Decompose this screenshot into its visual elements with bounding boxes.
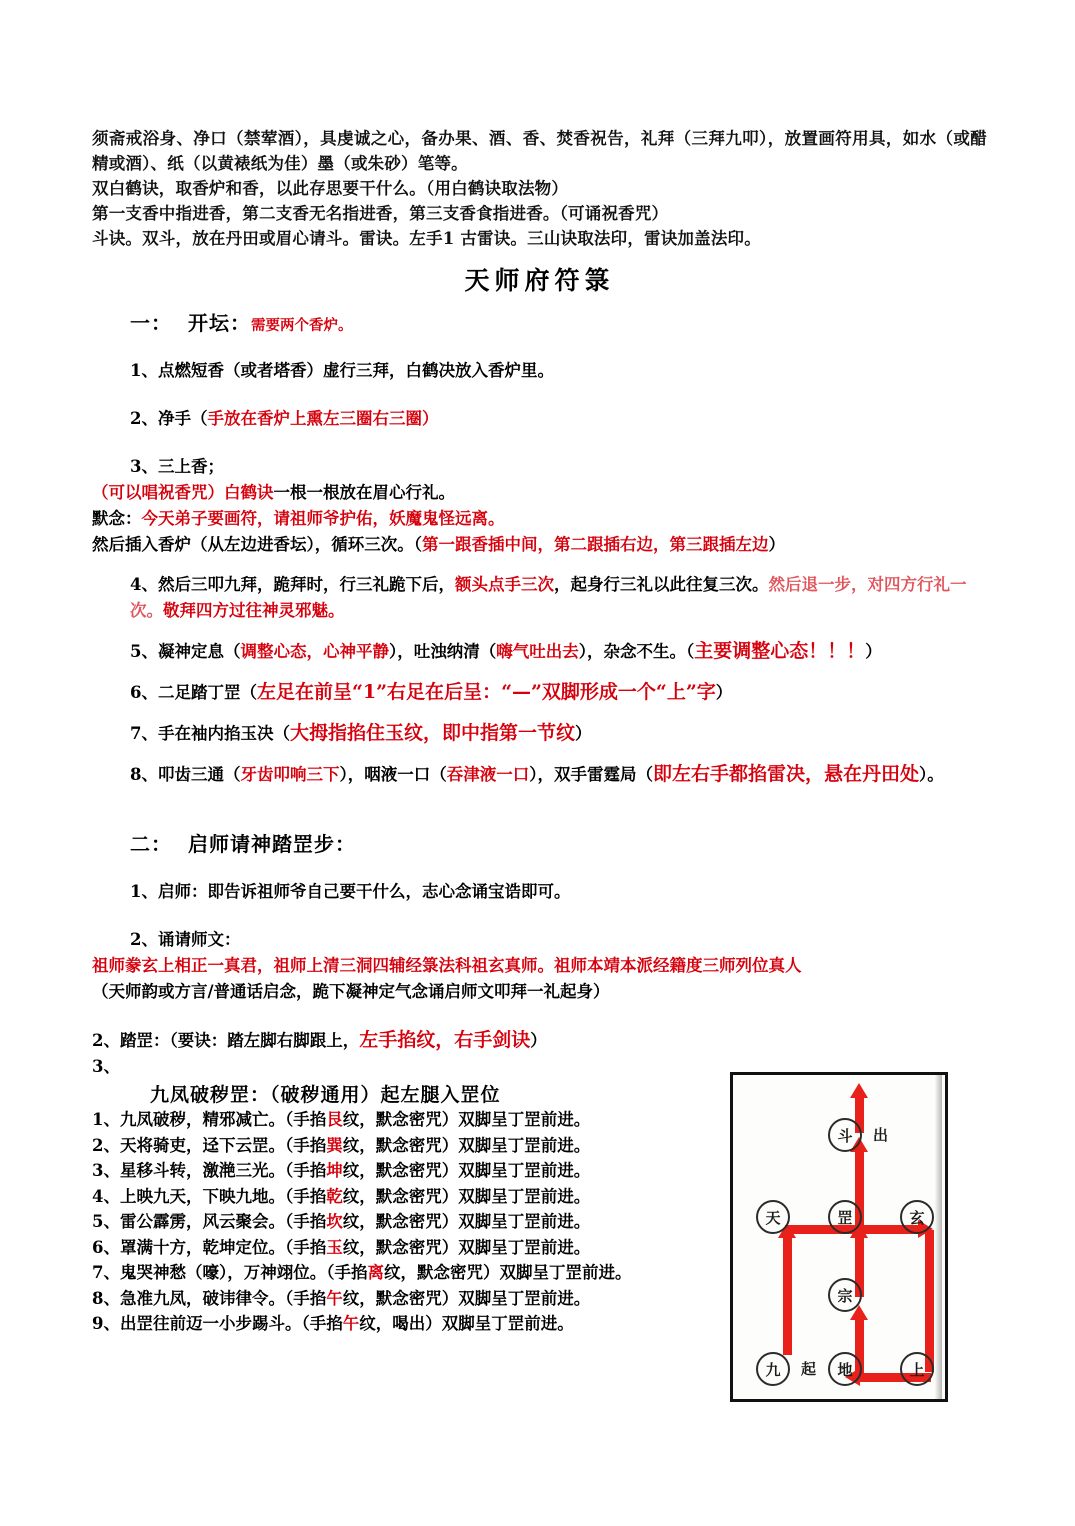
node-chu: 斗 [828,1118,862,1152]
step-glyph: 艮 [326,1110,343,1129]
text-run: ）。 [919,765,944,784]
label-chu: 出 [873,1126,889,1144]
text-run: （ [636,765,653,784]
preamble-line-3: 第一支香中指进香，第二支香无名指进香，第三支香食指进香。（可诵祝香咒） [92,204,669,223]
text-run: 然后退一步，对四方行礼一次。 [130,575,967,620]
text-run: 主要调整心态！！！ [694,640,866,662]
node-jiu: 九 [756,1352,790,1386]
text-run: ） [865,642,882,661]
text-run: 3、 [92,1057,120,1076]
section-two-heading [92,828,987,857]
step-tail: 纹，默念密咒）双脚呈丁罡前进。 [342,1110,591,1129]
step-glyph: 午 [326,1288,343,1308]
step-tail: 纹，默念密咒）双脚呈丁罡前进。 [383,1263,632,1282]
text-run: 启师 [157,882,191,901]
text-run: （ [273,724,290,743]
text-run: 牙齿叩响三下 [240,765,340,784]
text-run: ） [715,683,733,702]
section-one-heading [92,307,987,336]
arrow-chu-exit [850,1083,868,1098]
text-run: 2、净手（ [130,409,208,428]
section-one-item-3 [92,454,987,480]
text-run: 4、然后三叩九拜，跪拜时，行三礼跪下后， [130,575,455,594]
node-xuan: 玄 [900,1200,934,1234]
text-run: 敬拜四方过往神灵邪魅。 [163,601,345,620]
section-two-number: 二： [130,832,172,856]
text-run: ，起身行三礼以此往复三次。 [553,575,769,594]
step-glyph: 坎 [326,1212,343,1231]
text-run: 嗨气吐出去 [496,642,579,661]
step-number: 1、 [92,1110,120,1129]
step-phrase: 九凤破秽，精邪减亡。（手掐 [119,1110,327,1129]
step-tail: 纹，默念密咒）双脚呈丁罡前进。 [342,1237,591,1257]
step-phrase: 急准九凤，破讳律令。（手掐 [119,1288,327,1308]
text-run: 祖师豢玄上相正一真君，祖师上清三洞四辅经箓法科祖玄真师。祖师本靖本派经籍度三师列位真人 [92,956,802,975]
step-phrase: 上映九天，下映九地。（手掐 [119,1186,327,1206]
text-run: 吞津液一口 [446,765,530,784]
text-run: ），咽液一口（ [339,765,447,784]
text-run: 左手掐纹，右手剑诀 [359,1029,531,1051]
step-number: 5、 [92,1212,120,1231]
text-run: 白鹤诀 [224,483,274,502]
diagram-canvas [733,1075,945,1399]
text-run: ） [421,409,439,428]
step-number: 3、 [92,1161,120,1180]
text-run: 调整心态，心神平静 [240,642,389,661]
step-number: 4、 [92,1186,120,1206]
node-gang: 罡 [828,1200,862,1234]
text-run: ） [768,535,785,554]
step-tail: 纹，喝出）双脚呈丁罡前进。 [359,1314,574,1333]
text-run: ） [575,724,592,743]
step-phrase: 出罡往前迈一小步踢斗。（手掐 [119,1314,343,1333]
text-run: （天师韵或方言/普通话启念， [92,982,313,1001]
step-tail: 纹，默念密咒）双脚呈丁罡前进。 [342,1161,591,1180]
preamble-line-1: 须斋戒浴身、净口（禁荤酒），具虔诚之心，备办果、酒、香、焚香祝告，礼拜（三拜九叩），放置画符用具，如水（或醋精或酒）、纸（以黄裱纸为佳）墨（或朱砂）笔等。 [92,129,987,173]
text-run: 5、凝神定息（ [130,642,241,661]
text-run: 6、二足踏丁罡（ [130,683,257,702]
text-run: 第一跟香插中间，第二跟插右边，第三跟插左边 [422,535,769,554]
preamble-line-2: 双白鹤诀，取香炉和香，以此存思要干什么。（用白鹤诀取法物） [92,179,569,198]
node-di: 地 [828,1352,862,1386]
text-run: 雷霆局 [586,765,637,784]
step-number: 7、 [92,1263,120,1282]
step-glyph: 午 [342,1314,360,1333]
step-glyph: 离 [367,1263,384,1282]
text-run: 2、踏罡：（要诀：踏左脚右脚跟上， [92,1031,360,1050]
text-run: 8、叩齿三通（ [130,765,241,784]
text-run: 手放在香炉上熏左三圈右三圈 [207,409,422,428]
text-run: 玉决 [240,724,274,743]
node-shang: 上 [900,1352,934,1386]
section-one-item-5 [92,638,987,665]
text-run: （可以唱祝香咒） [92,483,224,502]
text-run: 3、三上香； [130,457,224,476]
text-run: 2、诵请师文： [130,930,241,949]
text-run: 一根一根放在眉心行礼。 [273,483,455,502]
step-glyph: 巽 [326,1135,343,1155]
text-run: 1、 [130,882,158,901]
section-one-item-3b [92,506,987,532]
text-run: ：即告诉祖师爷自己要干什么，志心念诵宝诰即可。 [190,882,571,901]
section-one-item-7 [92,720,987,747]
step-phrase: 罩满十方，乾坤定位。（手掐 [119,1237,327,1257]
preamble-line-4: 斗诀。双斗，放在丹田或眉心请斗。雷诀。左手1 古雷诀。三山诀取法印，雷诀加盖法印。 [92,229,761,248]
section-one-title: 开坛： [188,311,251,335]
step-tail: 纹，默念密咒）双脚呈丁罡前进。 [342,1288,591,1308]
text-run: ） [593,982,610,1001]
step-number: 9、 [92,1314,120,1333]
text-run: 额头点手三次 [454,575,554,594]
step-phrase: 雷公霹雳，风云聚会。（手掐 [119,1212,327,1231]
text-run: ） [530,1031,547,1050]
text-run: 大拇指掐住玉纹，即中指第一节纹 [289,722,575,744]
text-run: ），杂念不生。（ [578,642,695,661]
section-two-item-2b [92,979,987,1005]
section-one-note: 需要两个香炉。 [251,317,353,334]
text-run: ），吐浊纳清（ [388,642,497,661]
section-two-title: 启师请神踏罡步： [188,832,356,856]
line-xuan-to-shang [925,1230,934,1372]
text-run: 7、手在袖内掐 [130,724,241,743]
text-run: 1、点燃短香（或者塔香）虚行三拜，白鹤决放入香炉里。 [130,361,554,380]
step-tail: 纹，默念密咒）双脚呈丁罡前进。 [342,1135,591,1155]
label-qi: 起 [801,1360,817,1378]
node-zong: 宗 [828,1278,862,1312]
step-phrase: 星移斗转，激滟三光。（手掐 [119,1161,327,1180]
step-glyph: 玉 [326,1237,343,1257]
step-glyph: 坤 [326,1161,343,1180]
section-one-item-3c [92,532,987,558]
step-phrase: 鬼哭神愁（嚎），万神翊位。（手掐 [119,1263,368,1282]
text-run: 跪下凝神定气念诵启师文叩拜一礼起身 [312,982,594,1001]
step-glyph: 乾 [326,1186,343,1206]
text-run: 左足在前呈“1”右足在后呈：“—”双脚形成一个“上”字 [256,681,716,703]
text-run: ），双手 [529,765,587,784]
section-one-item-8 [92,761,987,788]
line-jiu-to-tian [783,1233,792,1355]
step-number: 8、 [92,1288,120,1308]
section-two-item-3 [92,1027,987,1054]
section-two-item-2a [92,953,987,979]
text-run: 今天弟子要画符，请祖师爷护佑，妖魔鬼怪远离。 [141,509,505,528]
scan-shadow-edge [935,1075,942,1399]
section-one-item-6 [92,679,987,706]
section-one-number: 一： [130,311,172,335]
page-title: 天师府符箓 [464,266,615,295]
step-number: 2、 [92,1135,120,1155]
text-run: 即左右手都掐雷决，悬在丹田处 [652,763,919,785]
section-two-item-2 [92,927,987,953]
section-one-item-2 [92,406,987,432]
step-number: 6、 [92,1237,120,1257]
text-run: 然后插入香炉（从左边进香坛），循环三次。（ [92,535,422,554]
step-tail: 纹，默念密咒）双脚呈丁罡前进。 [342,1212,591,1231]
section-one-item-1 [92,358,987,384]
node-tian: 天 [756,1200,790,1234]
text-run: 默念： [92,509,142,528]
section-one-item-4 [92,572,987,624]
section-two-item-1 [92,879,987,905]
section-one-item-3a [92,480,987,506]
gang-step-diagram [730,1072,948,1402]
nine-phoenix-title: 九凤破秽罡：（破秽通用）起左腿入罡位 [150,1084,501,1106]
step-phrase: 天将骑吏，迳下云罡。（手掐 [119,1135,327,1155]
step-tail: 纹，默念密咒）双脚呈丁罡前进。 [342,1186,591,1206]
